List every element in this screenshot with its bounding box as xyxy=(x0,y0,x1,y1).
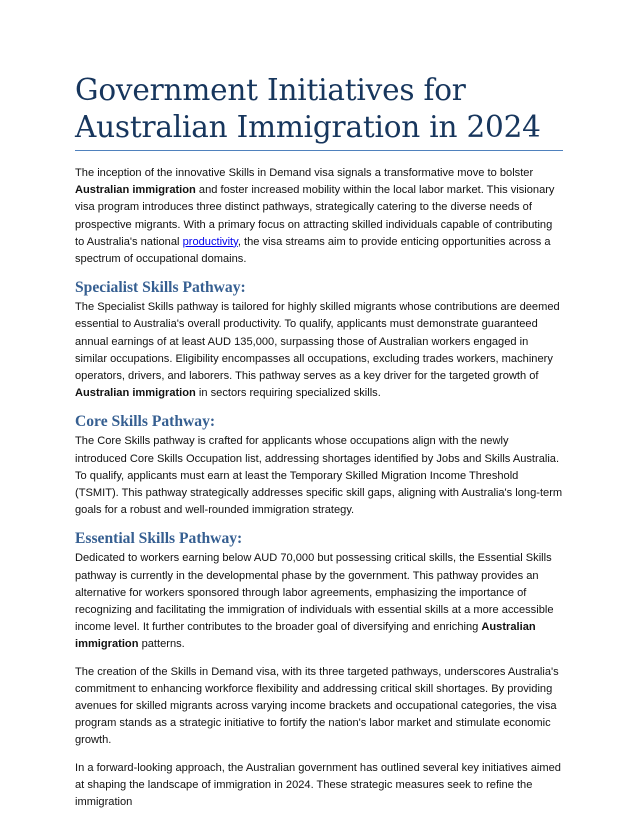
intro-paragraph xyxy=(75,165,563,268)
intro-text-3: , the visa streams aim to provide enticing opportunities across a spectrum of occupational domains. xyxy=(75,235,551,266)
intro-text-1: The inception of the innovative Skills in Demand visa signals a transformative move to bolster xyxy=(75,167,534,179)
essential-skills-heading: Essential Skills Pathway: xyxy=(75,530,243,548)
essential-text-1: Dedicated to workers earning below AUD 70,000 but possessing critical skills, the Essential Skills pathway is currently in the developmental phase by the government. This pathway provides an alternative for workers sponsored through labor agreements, emphasizing the importance of recognizing and facilitating the immigration of individuals with essential skills at a more accessible income level. It further contributes to the broader goal of diversifying and enriching xyxy=(75,552,554,634)
page-title: Government Initiatives for Australian Immigration in 2024 xyxy=(75,73,541,144)
title-divider xyxy=(75,150,563,151)
forward-looking-paragraph: In a forward-looking approach, the Australian government has outlined several key initiatives aimed at shaping the landscape of immigration in 2024. These strategic measures seek to refine the immigration xyxy=(75,761,561,809)
intro-text-2: and foster increased mobility within the local labor market. This visionary visa program introduces three distinct pathways, strategically catering to the diverse needs of prospective migrants. With a primary focus on attracting skilled individuals capable of contributing to Australia's national xyxy=(75,184,555,248)
specialist-text-2: in sectors requiring specialized skills. xyxy=(195,387,381,400)
specialist-skills-paragraph xyxy=(75,299,563,402)
core-skills-paragraph: The Core Skills pathway is crafted for applicants whose occupations align with the newly introduced Core Skills Occupation list, addressing shortages identified by Jobs and Skills Australia. To qualify, applicants must earn at least the Temporary Skilled Migration Income Threshold (TSMIT). This pathway strategically addresses specific skill gaps, aligning with Australia's long-term goals for a robust and well-rounded immigration strategy. xyxy=(75,435,563,517)
essential-skills-paragraph xyxy=(75,550,563,653)
essential-text-2: patterns. xyxy=(138,638,185,651)
intro-bold-keyword: Australian immigration xyxy=(75,184,196,197)
core-skills-heading: Core Skills Pathway: xyxy=(75,413,216,431)
productivity-link[interactable]: productivity xyxy=(182,235,238,248)
specialist-skills-heading: Specialist Skills Pathway: xyxy=(75,279,246,297)
specialist-text-1: The Specialist Skills pathway is tailored for highly skilled migrants whose contributions are deemed essential to Australia's overall productivity. To qualify, applicants must demonstrate guaranteed annual earnings of at least AUD 135,000, surpassing those of Australian workers engaged in similar occupations. Eligibility encompasses all occupations, excluding trades workers, machinery operators, drivers, and laborers. This pathway serves as a key driver for the targeted growth of xyxy=(75,301,560,383)
essential-bold-keyword: Australian immigration xyxy=(75,621,536,651)
conclusion-paragraph: The creation of the Skills in Demand visa, with its three targeted pathways, underscores Australia's commitment to enhancing workforce flexibility and addressing critical skill shortages. By providing avenues for skilled migrants across varying income brackets and occupational categories, the visa program stands as a strategic initiative to fortify the nation's labor market and stimulate economic growth. xyxy=(75,665,559,747)
specialist-bold-keyword: Australian immigration xyxy=(75,387,196,400)
